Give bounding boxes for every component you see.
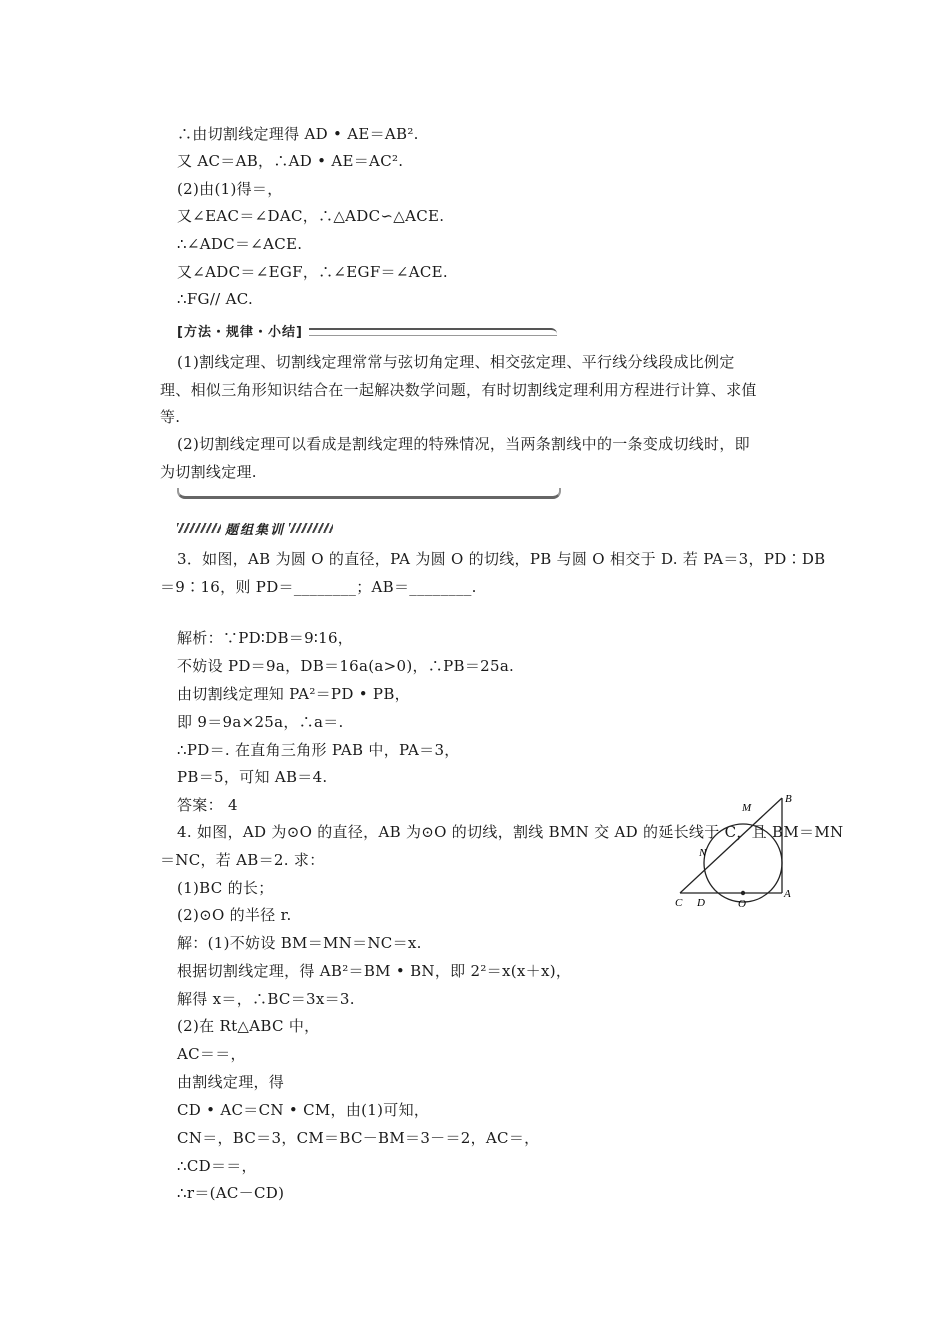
q4-solution-line-9: ∴CD＝＝， <box>177 1157 257 1175</box>
summary-p1-line2: 理、相似三角形知识结合在一起解决数学问题，有时切割线定理利用方程进行计算、求值 <box>160 381 757 399</box>
q4-solution-line-8: CN＝，BC＝3，CM＝BC－BM＝3－＝2，AC＝， <box>177 1129 540 1147</box>
q4-solution-line-6: 由割线定理，得 <box>177 1073 285 1091</box>
q4-solution-line-3: 解得 x＝，∴BC＝3x＝3. <box>177 990 355 1008</box>
group-title: 题组集训 <box>225 522 286 538</box>
q3-solution-line-1: 解析：∵PD∶DB＝9∶16， <box>177 629 354 647</box>
label-o: O <box>738 898 746 910</box>
q3-solution-line-5: ∴PD＝. 在直角三角形 PAB 中，PA＝3， <box>177 741 460 759</box>
proof-line-3: (2)由(1)得＝， <box>177 180 283 198</box>
proof-line-1: ∴由切割线定理得 AD • AE＝AB². <box>177 125 419 143</box>
group-header <box>177 518 333 538</box>
label-d: D <box>697 897 705 909</box>
label-m: M <box>742 802 752 814</box>
summary-header-rule <box>309 328 557 336</box>
q4-solution-line-2: 根据切割线定理，得 AB²＝BM • BN，即 2²＝x(x＋x)， <box>177 962 572 980</box>
summary-header <box>177 318 557 342</box>
proof-line-5: ∴∠ADC＝∠ACE. <box>177 235 303 253</box>
summary-title: [方法・规律・小结] <box>177 324 303 340</box>
summary-footer-rule <box>177 488 561 499</box>
q4-solution-line-5: AC＝＝， <box>177 1045 246 1063</box>
q4-line-2: ＝NC，若 AB＝2. 求： <box>160 851 325 869</box>
hatch-decoration-right <box>289 523 333 533</box>
center-point <box>741 891 745 895</box>
circle-tangent-figure <box>668 780 798 910</box>
proof-line-2: 又 AC＝AB，∴AD • AE＝AC². <box>177 152 404 170</box>
summary-p1-line1: (1)割线定理、切割线定理常常与弦切角定理、相交弦定理、平行线分线段成比例定 <box>177 353 735 371</box>
q4-solution-line-1: 解：(1)不妨设 BM＝MN＝NC＝x. <box>177 934 422 952</box>
q4-part-2: (2)⊙O 的半径 r. <box>177 906 292 924</box>
hatch-decoration-left <box>177 523 221 533</box>
summary-p1-line3: 等. <box>160 408 181 426</box>
q3-line-2: ＝9∶16，则 PD＝________；AB＝________. <box>160 578 477 596</box>
label-a: A <box>784 888 791 900</box>
label-c: C <box>675 897 683 909</box>
proof-line-7: ∴FG// AC. <box>177 290 254 308</box>
summary-p2-line2: 为切割线定理. <box>160 463 257 481</box>
summary-p2-line1: (2)切割线定理可以看成是割线定理的特殊情况，当两条割线中的一条变成切线时，即 <box>177 435 750 453</box>
q4-part-1: (1)BC 的长； <box>177 879 274 897</box>
proof-line-4: 又∠EAC＝∠DAC，∴△ADC∽△ACE. <box>177 207 445 225</box>
q4-line-1: 4. 如图，AD 为⊙O 的直径，AB 为⊙O 的切线，割线 BMN 交 AD 的延长线于 C，且 BM＝MN <box>177 823 844 841</box>
q4-solution-line-7: CD • AC＝CN • CM，由(1)可知， <box>177 1101 430 1119</box>
q4-solution-line-4: (2)在 Rt△ABC 中， <box>177 1017 320 1035</box>
label-n: N <box>699 847 707 859</box>
q3-answer: 答案： 4 <box>177 796 238 814</box>
q3-solution-line-3: 由切割线定理知 PA²＝PD • PB， <box>177 685 410 703</box>
secant-cb <box>680 798 782 893</box>
label-b: B <box>785 793 792 805</box>
q3-line-1: 3．如图，AB 为圆 O 的直径，PA 为圆 O 的切线，PB 与圆 O 相交于 D. 若 PA＝3，PD∶DB <box>177 550 826 568</box>
q3-solution-line-4: 即 9＝9a×25a，∴a＝. <box>177 713 344 731</box>
q4-solution-line-10: ∴r＝(AC－CD) <box>177 1184 285 1202</box>
q3-solution-line-2: 不妨设 PD＝9a，DB＝16a(a>0)，∴PB＝25a. <box>177 657 515 675</box>
q3-solution-line-6: PB＝5，可知 AB＝4. <box>177 768 328 786</box>
circle-o <box>704 824 782 902</box>
proof-line-6: 又∠ADC＝∠EGF，∴∠EGF＝∠ACE. <box>177 263 448 281</box>
